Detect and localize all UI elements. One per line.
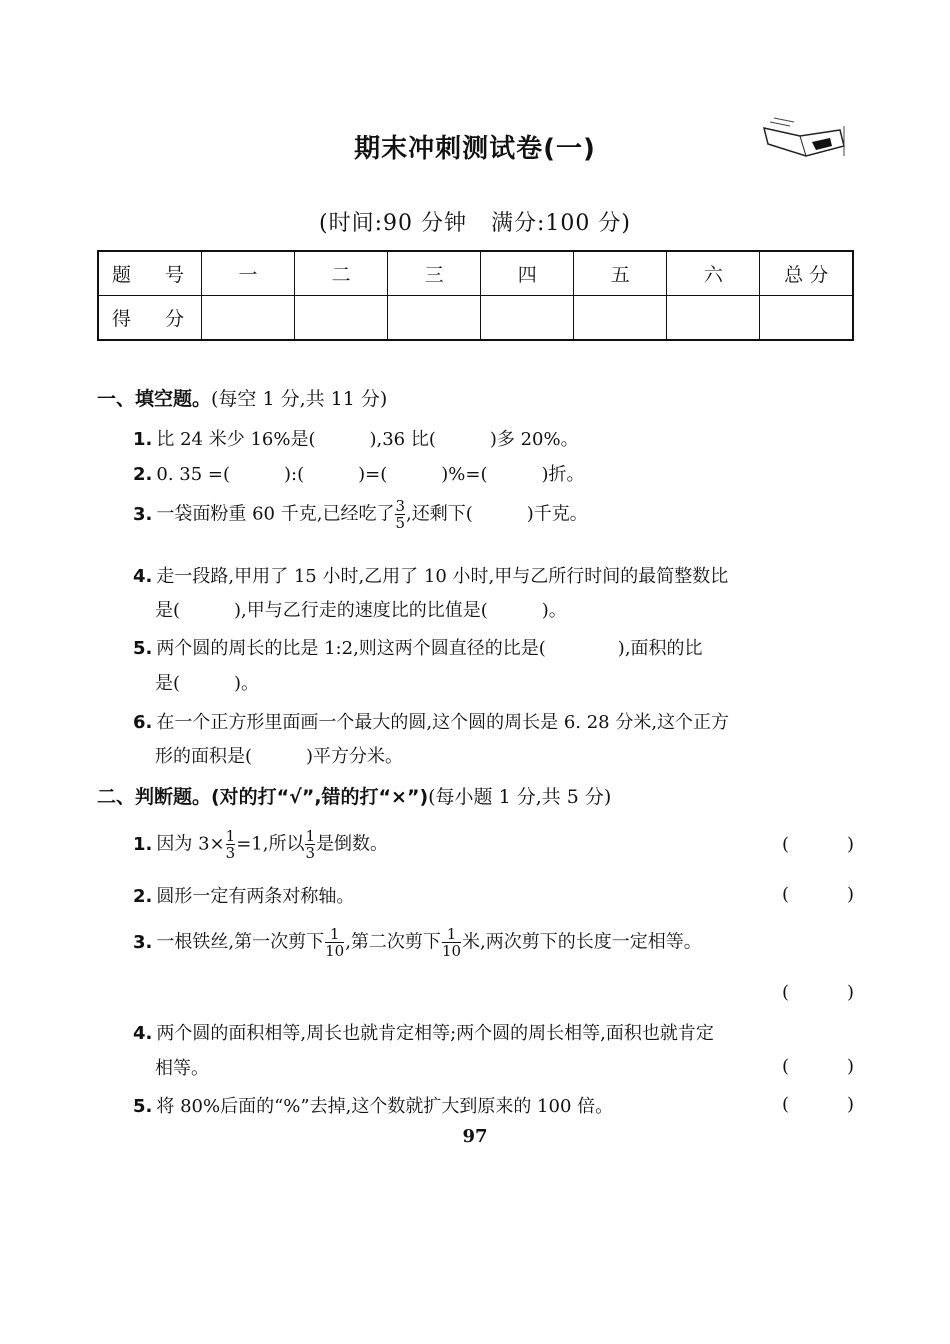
score-table-header-row: [98, 251, 853, 296]
question-text: 比 24 米少 16%是( ),36 比( )多 20%。: [156, 429, 579, 450]
question-number: 4.: [133, 1023, 153, 1044]
question-text: 将 80%后面的“%”去掉,这个数就扩大到原来的 100 倍。: [156, 1096, 614, 1117]
question-number: 6.: [133, 712, 153, 733]
fraction: $\frac{1}{3}$: [225, 827, 236, 862]
score-table: [97, 250, 854, 341]
section-2-note: (每小题 1 分,共 5 分): [428, 786, 612, 808]
question-text: 在一个正方形里面画一个最大的圆,这个圆的周长是 6. 28 分米,这个正方: [156, 712, 730, 733]
answer-parentheses[interactable]: ( ): [781, 1056, 854, 1077]
score-cell[interactable]: [388, 296, 481, 341]
s1-question-4-line-2: 是( ),甲与乙行走的速度比的比值是( )。: [155, 600, 567, 621]
score-cell[interactable]: [574, 296, 667, 341]
question-number: 2.: [133, 886, 153, 907]
score-cell[interactable]: [481, 296, 574, 341]
full-score: 满分:100 分): [491, 211, 631, 236]
header-label: 题 号: [98, 251, 202, 296]
score-cell[interactable]: [667, 296, 760, 341]
answer-parentheses[interactable]: ( ): [781, 982, 854, 1003]
s1-question-6-line-2: 形的面积是( )平方分米。: [155, 746, 404, 767]
s2-question-2: [133, 882, 354, 908]
s2-question-4: [133, 1019, 714, 1045]
answer-parentheses[interactable]: ( ): [781, 834, 854, 855]
question-text: 圆形一定有两条对称轴。: [156, 886, 355, 907]
score-table-score-row: [98, 296, 853, 341]
question-text: 两个圆的周长的比是 1:2,则这两个圆直径的比是( ),面积的比: [156, 638, 703, 659]
question-text: 0. 35 =( ):( )=( )%=( )折。: [156, 464, 585, 485]
fraction: $\frac{1}{10}$: [325, 925, 345, 960]
question-number: 1.: [133, 833, 153, 855]
answer-parentheses[interactable]: ( ): [781, 1094, 854, 1115]
s2-question-5: [133, 1092, 613, 1118]
section-2-heading: 二、判断题。(对的打“√”,错的打“×”)(每小题 1 分,共 5 分): [97, 786, 612, 808]
s2-question-3: 3. 一根铁丝,第一次剪下 $\frac{1}{10}$ ,第二次剪下 $\frac{1}{10}$ 米,两次剪下的长度一定相等。: [133, 925, 702, 960]
question-text: ,还剩下( )千克。: [406, 503, 588, 525]
s2-question-1: 1. 因为 3× $\frac{1}{3}$ =1,所以 $\frac{1}{3}$ 是倒数。: [133, 827, 388, 862]
fraction: $\frac{1}{3}$: [305, 827, 315, 862]
exam-info: [0, 206, 950, 237]
question-number: 3.: [133, 931, 153, 953]
col-2: 二: [295, 251, 388, 296]
page-title: 期末冲刺测试卷(一): [354, 134, 596, 164]
section-1-note: (每空 1 分,共 11 分): [211, 388, 388, 410]
score-cell[interactable]: [202, 296, 295, 341]
s1-question-5-line-2: 是( )。: [155, 673, 260, 694]
col-1: 一: [202, 251, 295, 296]
question-number: 2.: [133, 464, 153, 485]
s1-question-1: [133, 425, 579, 451]
col-3: 三: [388, 251, 481, 296]
question-text: 两个圆的面积相等,周长也就肯定相等;两个圆的周长相等,面积也就肯定: [156, 1023, 714, 1044]
s1-question-4: [133, 562, 728, 588]
page-number: 97: [462, 1126, 488, 1147]
section-1-heading: 一、填空题。(每空 1 分,共 11 分): [97, 388, 388, 410]
book-icon: [760, 116, 850, 160]
score-label: 得 分: [98, 296, 202, 341]
question-number: 1.: [133, 429, 153, 450]
question-text: 走一段路,甲用了 15 小时,乙用了 10 小时,甲与乙所行时间的最简整数比: [156, 566, 729, 587]
score-cell[interactable]: [760, 296, 853, 341]
question-number: 5.: [133, 1096, 153, 1117]
question-number: 5.: [133, 638, 153, 659]
s1-question-6: [133, 708, 729, 734]
s1-question-3: [133, 498, 588, 531]
time-limit: (时间:90 分钟: [319, 211, 467, 236]
answer-parentheses[interactable]: ( ): [781, 884, 854, 905]
col-total: 总 分: [760, 251, 853, 296]
s2-question-4-line-2: 相等。: [155, 1058, 209, 1079]
question-number: 3.: [133, 503, 153, 525]
s1-question-2: [133, 460, 585, 486]
fraction: $\frac{1}{10}$: [441, 925, 462, 960]
question-text: 一袋面粉重 60 千克,已经吃了: [156, 503, 395, 525]
col-5: 五: [574, 251, 667, 296]
col-4: 四: [481, 251, 574, 296]
score-cell[interactable]: [295, 296, 388, 341]
fraction: $\frac{3}{5}$: [395, 497, 405, 532]
col-6: 六: [667, 251, 760, 296]
s1-question-5: [133, 634, 703, 660]
question-number: 4.: [133, 566, 153, 587]
